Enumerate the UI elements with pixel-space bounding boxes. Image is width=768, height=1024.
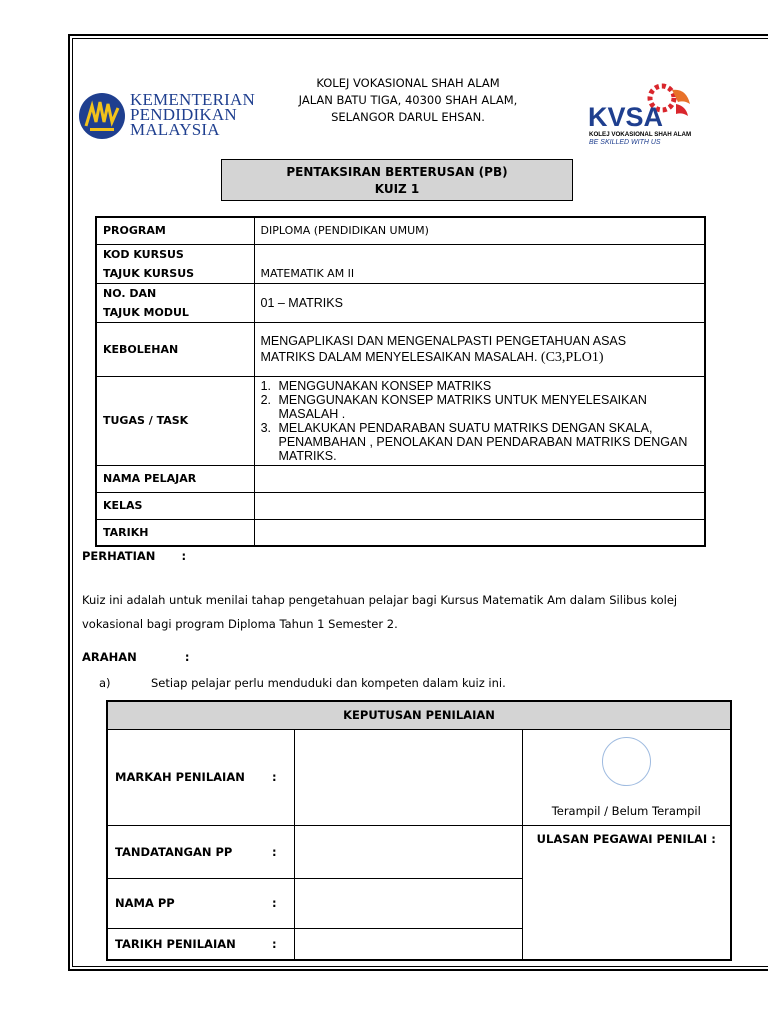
no-dan-label: NO. DAN xyxy=(103,286,157,300)
result-table-header: KEPUTUSAN PENILAIAN xyxy=(107,701,731,729)
tarikh-penilaian-label-cell xyxy=(107,928,294,960)
markah-label: MARKAH PENILAIAN xyxy=(115,770,245,784)
course-code-title-label xyxy=(96,244,254,283)
instruction-number: a) xyxy=(99,676,111,690)
nama-pp-label-cell xyxy=(107,878,294,928)
instruction-item xyxy=(99,676,506,690)
kebolehan-line: MENGAPLIKASI DAN MENGENALPASTI PENGETAHUAN ASAS xyxy=(260,333,627,348)
program-value: DIPLOMA (PENDIDIKAN UMUM) xyxy=(254,217,705,244)
assessment-title xyxy=(221,159,573,201)
table-row xyxy=(96,283,705,322)
markah-field[interactable] xyxy=(294,729,522,825)
markah-label-cell xyxy=(107,729,294,825)
nama-pp-field[interactable] xyxy=(294,878,522,928)
table-row xyxy=(107,729,731,825)
table-row xyxy=(107,825,731,878)
task-item: 3. MELAKUKAN PENDARABAN SUATU MATRIKS DENGAN SKALA, PENAMBAHAN , PENOLAKAN DAN PENDARABAN MATRIKS DENGAN MATRIKS. xyxy=(275,421,699,463)
task-item: 2. MENGGUNAKAN KONSEP MATRIKS UNTUK MENYELESAIKAN MASALAH . xyxy=(275,393,699,421)
table-row xyxy=(107,701,731,729)
tandatangan-field[interactable] xyxy=(294,825,522,878)
perhatian-label: PERHATIAN xyxy=(82,549,156,563)
title-line: PENTAKSIRAN BERTERUSAN (PB) xyxy=(286,165,508,179)
task-item: 1. MENGGUNAKAN KONSEP MATRIKS xyxy=(275,379,699,393)
competency-cell xyxy=(522,729,731,825)
table-row xyxy=(96,322,705,376)
table-row xyxy=(96,244,705,283)
ministry-emblem-icon xyxy=(78,92,126,140)
quiz-description: Kuiz ini adalah untuk menilai tahap pengetahuan pelajar bagi Kursus Matematik Am dalam Silibus kolej vokasional bagi program Diploma Tahun 1 Semester 2. xyxy=(82,593,678,631)
table-row xyxy=(96,376,705,465)
perhatian-heading xyxy=(82,549,186,563)
instruction-text: Setiap pelajar perlu menduduki dan kompeten dalam kuiz ini. xyxy=(151,676,506,690)
tarikh-label: TARIKH xyxy=(96,519,254,546)
course-title-cell xyxy=(254,244,705,283)
kebolehan-line: MATRIKS DALAM MENYELESAIKAN MASALAH. xyxy=(260,349,538,364)
perhatian-colon: : xyxy=(181,549,187,563)
table-row xyxy=(96,519,705,546)
competency-status: Terampil / Belum Terampil xyxy=(551,803,701,818)
kvsa-logo xyxy=(586,82,696,148)
kvsa-tagline: BE SKILLED WITH US xyxy=(589,139,661,146)
ministry-name-line: KEMENTERIAN xyxy=(130,90,255,109)
college-address-line: SELANGOR DARUL EHSAN. xyxy=(331,110,485,124)
kvsa-acronym: KVSA xyxy=(588,102,664,132)
kelas-field[interactable] xyxy=(254,492,705,519)
tajuk-kursus-value: MATEMATIK AM II xyxy=(260,266,355,280)
arahan-heading xyxy=(82,650,189,664)
ministry-logo xyxy=(78,90,253,146)
arahan-colon: : xyxy=(184,650,190,664)
tarikh-field[interactable] xyxy=(254,519,705,546)
college-address xyxy=(270,75,546,126)
colon: : xyxy=(272,770,277,784)
tajuk-modul-label: TAJUK MODUL xyxy=(103,305,189,319)
kvsa-name: KOLEJ VOKASIONAL SHAH ALAM xyxy=(589,131,692,138)
ulasan-cell[interactable] xyxy=(522,825,731,960)
module-label xyxy=(96,283,254,322)
kelas-label: KELAS xyxy=(96,492,254,519)
course-info-table xyxy=(95,216,706,547)
tarikh-penilaian-label: TARIKH PENILAIAN xyxy=(115,936,236,951)
ministry-name xyxy=(130,92,255,137)
plo-code: (C3,PLO1) xyxy=(540,349,604,365)
tandatangan-label: TANDATANGAN PP xyxy=(115,844,233,859)
tandatangan-label-cell xyxy=(107,825,294,878)
nama-pelajar-label: NAMA PELAJAR xyxy=(96,465,254,492)
arahan-label: ARAHAN xyxy=(82,650,137,664)
colon: : xyxy=(272,844,277,859)
program-label: PROGRAM xyxy=(96,217,254,244)
table-row xyxy=(96,492,705,519)
ministry-name-line: MALAYSIA xyxy=(130,120,220,139)
nama-pp-label: NAMA PP xyxy=(115,896,175,910)
task-list xyxy=(275,379,699,463)
title-line: KUIZ 1 xyxy=(374,182,420,196)
tasks-cell xyxy=(254,376,705,465)
table-row xyxy=(96,465,705,492)
colon: : xyxy=(272,896,277,910)
tarikh-penilaian-field[interactable] xyxy=(294,928,522,960)
module-value: 01 – MATRIKS xyxy=(254,283,705,322)
college-name: KOLEJ VOKASIONAL SHAH ALAM xyxy=(316,76,500,90)
tugas-label: TUGAS / TASK xyxy=(96,376,254,465)
kod-kursus-label: KOD KURSUS xyxy=(103,247,184,261)
ministry-name-line: PENDIDIKAN xyxy=(130,105,237,124)
nama-pelajar-field[interactable] xyxy=(254,465,705,492)
kebolehan-value xyxy=(254,322,705,376)
college-address-line: JALAN BATU TIGA, 40300 SHAH ALAM, xyxy=(298,93,518,107)
tajuk-kursus-label: TAJUK KURSUS xyxy=(103,266,195,280)
ulasan-label: ULASAN PEGAWAI PENILAI : xyxy=(536,831,716,846)
table-row xyxy=(96,217,705,244)
colon: : xyxy=(272,936,277,951)
stamp-circle-icon xyxy=(602,737,651,786)
assessment-result-table xyxy=(106,700,732,961)
kebolehan-label: KEBOLEHAN xyxy=(96,322,254,376)
